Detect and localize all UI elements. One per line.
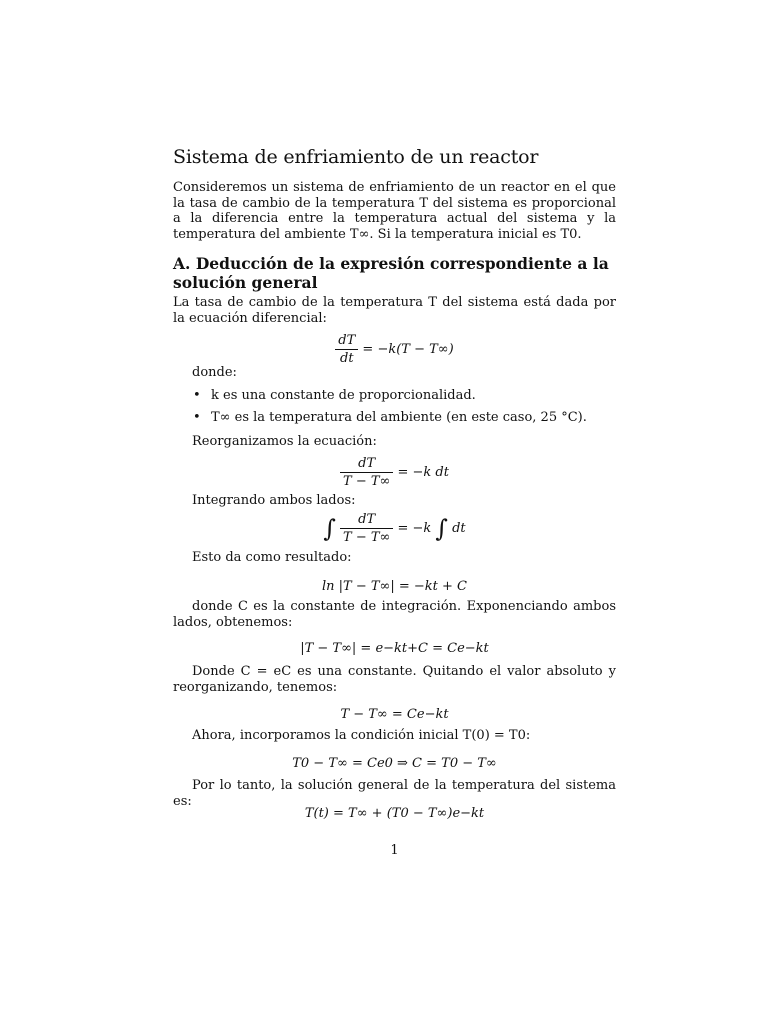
eq2-rhs: = −k dt <box>397 465 449 480</box>
eq3-middle: = −k <box>397 521 432 536</box>
equation-1 <box>173 333 616 366</box>
equation-8: T(t) = T∞ + (T0 − T∞)e−kt <box>304 806 485 821</box>
bullet-icon: • <box>193 409 201 425</box>
equation-4: ln |T − T∞| = −kt + C <box>321 579 467 594</box>
reorg-paragraph: Reorganizamos la ecuación: <box>192 434 377 449</box>
eq1-numerator: dT <box>335 333 358 350</box>
eq1-rhs: = −k(T − T∞) <box>362 342 454 357</box>
eq3-fraction <box>340 512 393 545</box>
intro-paragraph: Consideremos un sistema de enfriamiento de un reactor en el que la tasa de cambio de la temperatura T del sistema es proporcional a la diferencia entre la temperatura actual del sistema y la temperatura del ambiente T∞. Si la temperatura inicial es T0. <box>173 180 616 242</box>
conclusion-paragraph: Por lo tanto, la solución general de la temperatura del sistema es: <box>173 778 616 809</box>
eq3-rhs: dt <box>452 521 466 536</box>
eq1-fraction <box>335 333 358 366</box>
list-item-text: k es una constante de proporcionalidad. <box>211 388 476 403</box>
eq2-numerator: dT <box>340 456 393 473</box>
eq1-denominator: dt <box>340 351 354 366</box>
bullet-icon: • <box>193 388 201 403</box>
equation-3 <box>173 512 616 545</box>
integral-sign-icon: ∫ <box>323 514 336 543</box>
equation-6: T − T∞ = Ce−kt <box>340 707 449 722</box>
definition-list <box>173 388 616 425</box>
donde-label: donde: <box>192 365 237 380</box>
eq3-numerator: dT <box>340 512 393 529</box>
equation-5: |T − T∞| = e−kt+C = Ce−kt <box>300 641 489 656</box>
integral-sign-icon: ∫ <box>435 514 448 543</box>
equation-7: T0 − T∞ = Ce0 ⇒ C = T0 − T∞ <box>292 756 497 771</box>
page-title: Sistema de enfriamiento de un reactor <box>173 146 539 168</box>
list-item <box>173 410 616 426</box>
section-heading: A. Deducción de la expresión correspondiente a la solución general <box>173 254 609 292</box>
integ-paragraph: Integrando ambos lados: <box>192 493 356 508</box>
list-item <box>173 388 616 404</box>
equation-2 <box>173 456 616 489</box>
list-item-text: T∞ es la temperatura del ambiente (en este caso, 25 °C). <box>211 409 587 425</box>
page-number: 1 <box>390 843 399 858</box>
constant-paragraph: donde C es la constante de integración. Exponenciando ambos lados, obtenemos: <box>173 599 616 630</box>
ahora-paragraph: Ahora, incorporamos la condición inicial T(0) = T0: <box>192 728 531 743</box>
result-paragraph: Esto da como resultado: <box>192 550 352 565</box>
eq2-denominator: T − T∞ <box>343 474 391 489</box>
eq2-fraction <box>340 456 393 489</box>
rate-paragraph: La tasa de cambio de la temperatura T del sistema está dada por la ecuación diferencial: <box>173 295 616 326</box>
donde-paragraph: Donde C = eC es una constante. Quitando el valor absoluto y reorganizando, tenemos: <box>173 664 616 695</box>
eq3-denominator: T − T∞ <box>343 530 391 545</box>
